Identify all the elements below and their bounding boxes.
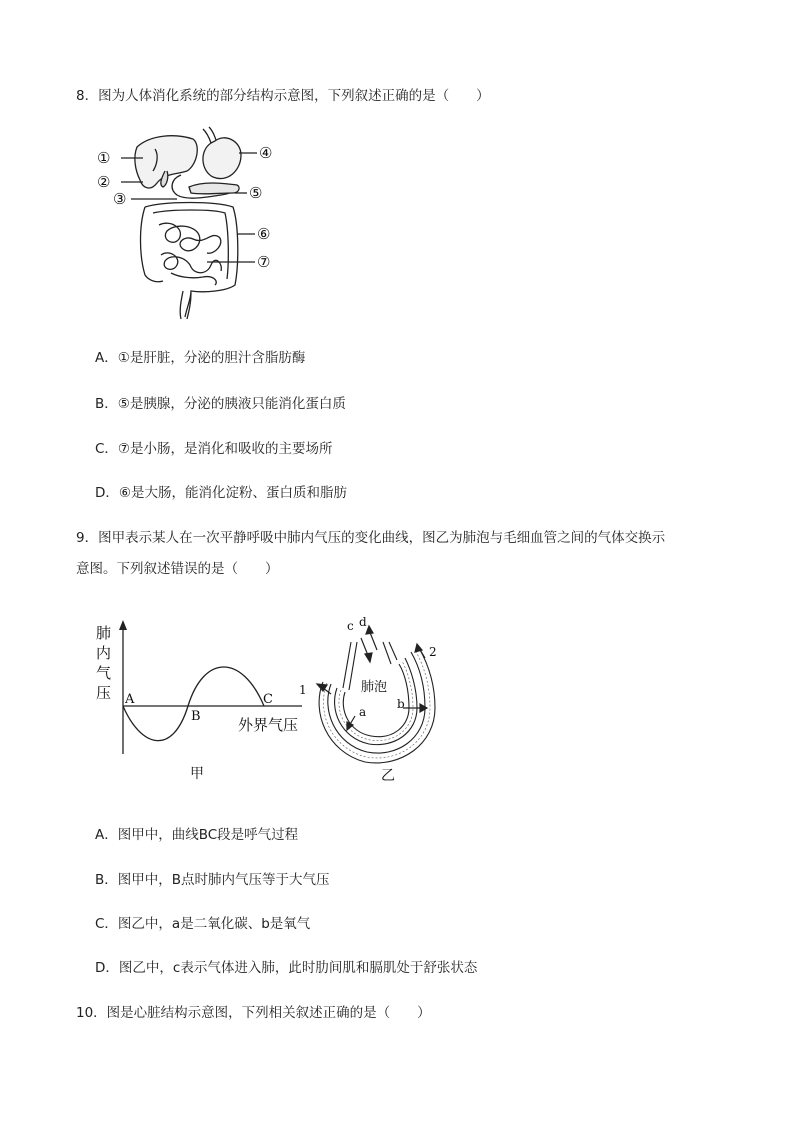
q9-option-b: B．图甲中，B点时肺内气压等于大气压 — [95, 872, 330, 888]
ylabel-char-3: 气 — [96, 664, 112, 682]
question-9-stem-line1: 9．图甲表示某人在一次平静呼吸中肺内气压的变化曲线，图乙为肺泡与毛细血管之间的气体交换示 — [76, 530, 666, 546]
caption-yi: 乙 — [381, 768, 395, 784]
q9-option-d: D．图乙中，c表示气体进入肺，此时肋间肌和膈肌处于舒张状态 — [95, 960, 478, 976]
label-3: ③ — [113, 190, 127, 208]
digestive-system-figure — [95, 125, 285, 325]
label-1: 1 — [299, 683, 307, 697]
q8-option-c: C．⑦是小肠，是消化和吸收的主要场所 — [95, 441, 333, 457]
baseline-label: 外界气压 — [238, 716, 299, 734]
ylabel-char-4: 压 — [96, 684, 112, 702]
label-6: ⑥ — [257, 225, 271, 243]
label-4: ④ — [259, 144, 273, 162]
q9-option-a: A．图甲中，曲线BC段是呼气过程 — [95, 827, 299, 843]
label-7: ⑦ — [257, 253, 271, 271]
caption-jia: 甲 — [190, 766, 204, 782]
question-8-stem: 8．图为人体消化系统的部分结构示意图，下列叙述正确的是（ ） — [76, 88, 490, 104]
q8-option-b: B．⑤是胰腺，分泌的胰液只能消化蛋白质 — [95, 396, 346, 412]
point-b-label: B — [191, 709, 201, 724]
alveolus-figure-yi — [293, 612, 453, 787]
lung-pressure-graph-jia — [92, 618, 307, 788]
label-alveolus: 肺泡 — [361, 680, 388, 695]
question-10-stem: 10．图是心脏结构示意图，下列相关叙述正确的是（ ） — [76, 1005, 431, 1021]
question-9-stem-line2: 意图。下列叙述错误的是（ ） — [76, 561, 279, 577]
label-2: ② — [97, 173, 111, 191]
label-d: d — [359, 615, 367, 629]
label-c: c — [347, 619, 354, 633]
label-b: b — [397, 697, 405, 711]
label-1: ① — [97, 149, 111, 167]
ylabel-char-1: 肺 — [96, 624, 112, 642]
label-2: 2 — [429, 645, 437, 659]
q9-option-c: C．图乙中，a是二氧化碳、b是氧气 — [95, 916, 311, 932]
label-5: ⑤ — [249, 184, 263, 202]
q8-option-a: A．①是肝脏，分泌的胆汁含脂肪酶 — [95, 350, 306, 366]
label-a: a — [359, 705, 367, 719]
ylabel-char-2: 内 — [96, 644, 112, 662]
point-c-label: C — [263, 692, 273, 707]
point-a-label: A — [125, 692, 135, 707]
q8-option-d: D．⑥是大肠，能消化淀粉、蛋白质和脂肪 — [95, 485, 347, 501]
